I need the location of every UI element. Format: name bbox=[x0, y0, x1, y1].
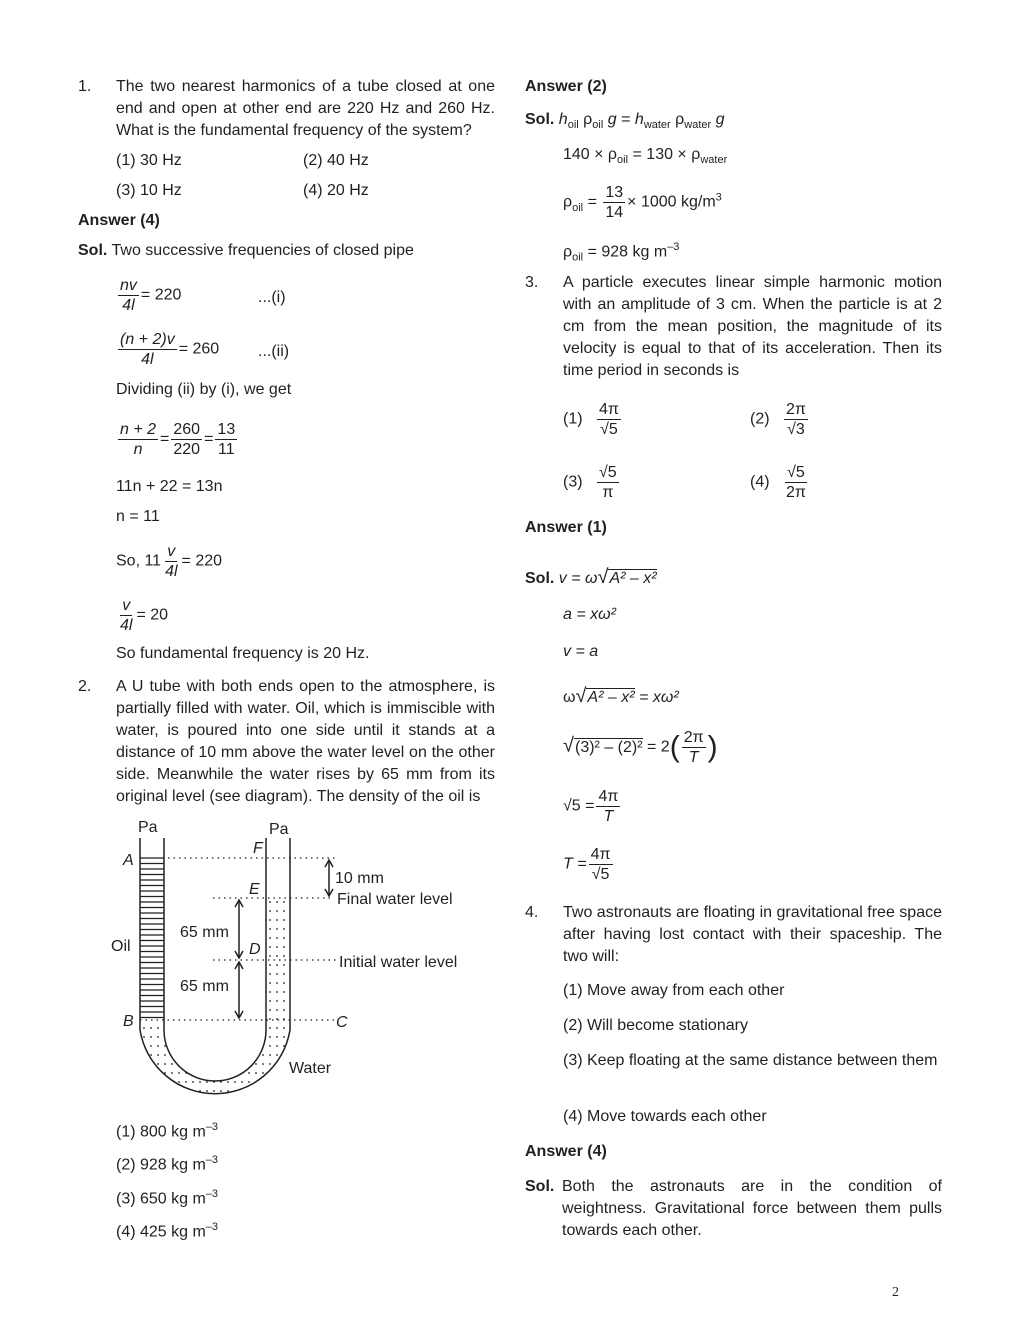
solution-line-4: $\rho_{oil} = 928$ kg $m^{-3}$ bbox=[563, 241, 680, 264]
label-65mm-upper: 65 mm bbox=[180, 924, 229, 941]
equation-1: $\frac{nv}{4l}$ = 220 ...(i) bbox=[120, 277, 286, 314]
option: (4) 20 Hz bbox=[303, 182, 369, 199]
option: (4) 425 kg $m^{-3}$ bbox=[116, 1221, 219, 1241]
question-text: A U tube with both ends open to the atmosphere, is partially filled with water. Oil, which is immiscible with water, is poured into one side until it stands at a distance of 10 mm above the water level on the other side. Meanwhile the water rises by 65 mm from its original level (see diagram). The density of the oil is bbox=[116, 678, 495, 805]
label-c: C bbox=[336, 1014, 348, 1031]
option: (2) Will become stationary bbox=[563, 1017, 748, 1034]
sol-text: Two successive frequencies of closed pipe bbox=[111, 242, 414, 259]
label-oil: Oil bbox=[111, 938, 131, 955]
u-tube-diagram bbox=[100, 810, 480, 1110]
solution-line-1: Sol. $h_{oil}$ $\rho_{oil}$ $g = h_{water}$ $\rho_{water}$ g bbox=[525, 111, 725, 132]
label-final-level: Final water level bbox=[337, 891, 453, 908]
solution-line-3: v = a bbox=[563, 643, 599, 660]
question-text: The two nearest harmonics of a tube closed at one end and open at other end are 220 Hz and 260 Hz. What is the fundamental frequency of the system? bbox=[116, 78, 495, 139]
option: (3) 10 Hz bbox=[116, 182, 182, 199]
question-number: 1. bbox=[78, 78, 92, 95]
label-e: E bbox=[249, 881, 260, 898]
answer: Answer (2) bbox=[525, 78, 607, 95]
label-f: F bbox=[253, 840, 263, 857]
option: (4) $\frac{√5}{2\pi}$ bbox=[750, 464, 806, 501]
label-10mm: 10 mm bbox=[335, 870, 384, 887]
equation-2: $\frac{(n + 2)v}{4l}$ = 260 ...(ii) bbox=[120, 331, 290, 368]
solution-intro bbox=[78, 241, 414, 261]
label-d: D bbox=[249, 941, 261, 958]
label-65mm-lower: 65 mm bbox=[180, 978, 229, 995]
label-b: B bbox=[123, 1013, 134, 1030]
equation-5: n = 11 bbox=[116, 508, 160, 525]
solution-line-4: ω√A² – x² = xω² bbox=[563, 685, 679, 707]
sol-label: Sol. bbox=[78, 242, 108, 259]
answer: Answer (4) bbox=[525, 1143, 607, 1160]
solution-line-2: a = xω² bbox=[563, 606, 616, 623]
label-water: Water bbox=[289, 1060, 332, 1077]
solution-line-5: √(3)² – (2)² = 2( $\frac{2\pi}{T}$ ) bbox=[563, 729, 718, 766]
option: (4) Move towards each other bbox=[563, 1108, 767, 1125]
answer: Answer (4) bbox=[78, 212, 160, 229]
question-number: 4. bbox=[525, 904, 539, 921]
equation-7: $\frac{v}{4l}$ = 20 bbox=[120, 597, 169, 634]
solution-text: Both the astronauts are in the condition of weightness. Gravitational force between them pulls towards each other. bbox=[562, 1178, 942, 1239]
equation-4: 11n + 22 = 13n bbox=[116, 478, 223, 495]
question-number: 3. bbox=[525, 274, 539, 291]
option: (1) $\frac{4\pi}{√5}$ bbox=[563, 401, 619, 438]
option: (2) $\frac{2\pi}{√3}$ bbox=[750, 401, 806, 438]
label-initial-level: Initial water level bbox=[339, 954, 458, 971]
solution-line-1: Sol. v = ω√A² – x² bbox=[525, 566, 657, 588]
option: (1) Move away from each other bbox=[563, 982, 785, 999]
option: (3) $\frac{√5}{\pi}$ bbox=[563, 464, 617, 501]
label-pa-left: Pa bbox=[138, 819, 158, 836]
solution-line-6: √5 = $\frac{4\pi}{T}$ bbox=[563, 788, 619, 825]
option: (2) 40 Hz bbox=[303, 152, 369, 169]
solution-line-3: $\rho_{oil}$ = $\frac{13}{14}$ × 1000 $kg/m^3$ bbox=[563, 184, 722, 221]
oil-column bbox=[140, 858, 164, 1018]
page-number: 2 bbox=[892, 1285, 899, 1300]
conclusion: So fundamental frequency is 20 Hz. bbox=[116, 645, 370, 662]
label-a: A bbox=[123, 852, 134, 869]
question-text: Two astronauts are floating in gravitational free space after having lost contact with their spaceship. The two will: bbox=[563, 904, 942, 965]
option: (3) 650 kg $m^{-3}$ bbox=[116, 1188, 219, 1208]
option: (1) 800 kg $m^{-3}$ bbox=[116, 1121, 219, 1141]
equation-3: $\frac{n + 2}{n}$ = $\frac{260}{220}$ = $\frac{13}{11}$ bbox=[120, 421, 236, 458]
option: (3) Keep floating at the same distance between them bbox=[563, 1052, 938, 1069]
dividing-text: Dividing (ii) by (i), we get bbox=[116, 381, 292, 398]
answer: Answer (1) bbox=[525, 519, 607, 536]
sol-label: Sol. bbox=[525, 1178, 555, 1195]
option: (2) 928 kg $m^{-3}$ bbox=[116, 1154, 219, 1174]
equation-6: So, 11 $\frac{v}{4l}$ = 220 bbox=[116, 543, 223, 580]
label-pa-right: Pa bbox=[269, 821, 289, 838]
solution-line-2: $140 \times \rho_{oil} = 130 \times \rho_{water}$ bbox=[563, 146, 728, 167]
option: (1) 30 Hz bbox=[116, 152, 182, 169]
question-number: 2. bbox=[78, 678, 92, 695]
solution-line-7: T = $\frac{4\pi}{√5}$ bbox=[563, 846, 611, 883]
question-text: A particle executes linear simple harmonic motion with an amplitude of 3 cm. When the particle is at 2 cm from the mean position, the magnitude of its velocity is equal to that of its acceleration. Then its time period in seconds is bbox=[563, 274, 942, 379]
